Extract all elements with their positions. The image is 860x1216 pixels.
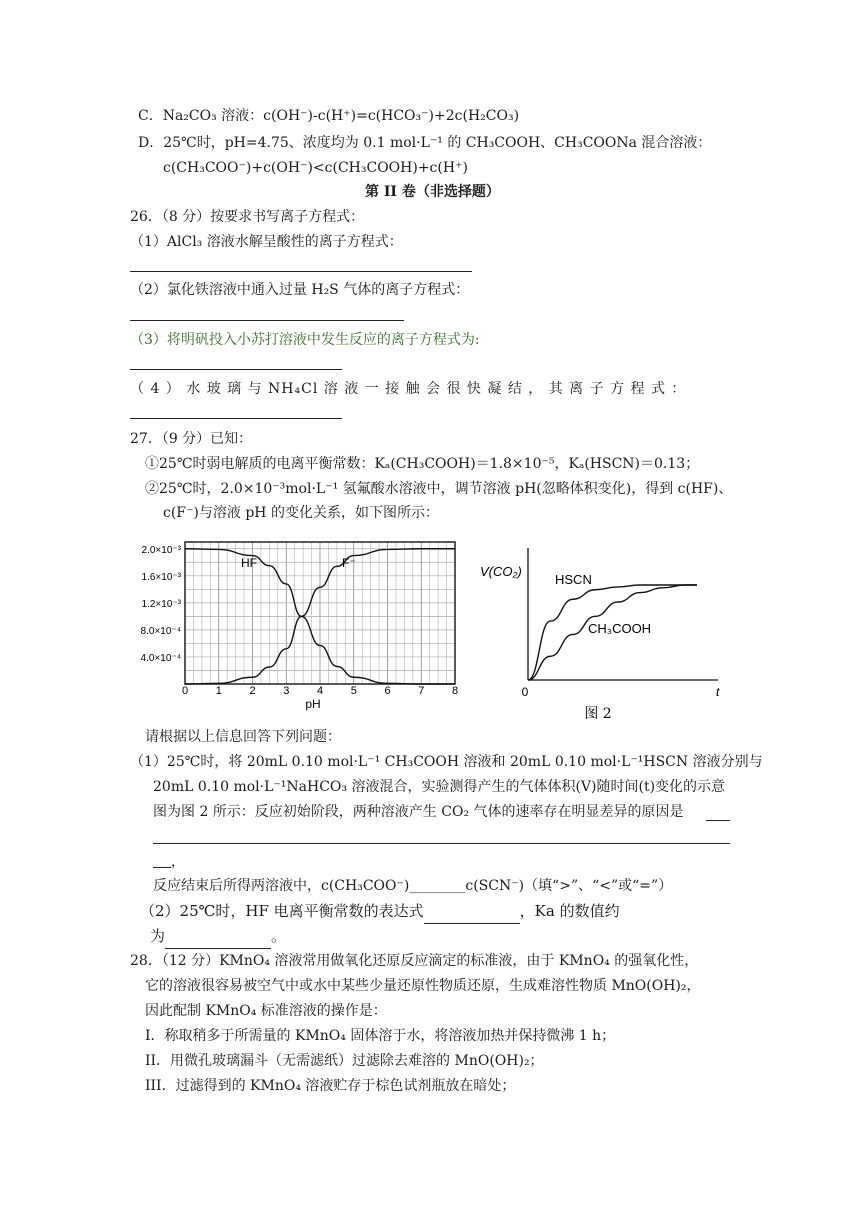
x-tick-label: 6 (384, 685, 391, 697)
ch3cooh-curve-label: CH₃COOH (588, 621, 652, 636)
q27-given-1: ①25℃时弱电解质的电离平衡常数：Kₐ(CH₃COOH)＝1.8×10⁻⁵，Kₐ(HSCN)＝0.13； (145, 456, 700, 472)
answer-blank[interactable] (706, 820, 730, 821)
q27-part1-line3: 图为图 2 所示：反应初始阶段，两种溶液产生 CO₂ 气体的速率存在明显差异的原因是 (153, 804, 684, 820)
q26-part4: （ 4 ） 水 玻 璃 与 NH₄Cl 溶 液 一 接 触 会 很 快 凝 结 ， 其 离 子 方 程 式 ： (130, 381, 687, 397)
answer-line[interactable] (130, 320, 404, 321)
y-axis-label: V(CO₂) (480, 564, 522, 579)
q27-part2-line2 (150, 926, 286, 949)
option-d-line1: D．25℃时，pH=4.75、浓度均为 0.1 mol·L⁻¹ 的 CH₃COOH、CH₃COONa 混合溶液： (138, 135, 712, 151)
x-tick-label: 3 (283, 685, 290, 697)
question-28-line1: 28．（12 分）KMnO₄ 溶液常用做氧化还原反应滴定的标准液，由于 KMnO₄ 的强氧化性， (130, 953, 699, 969)
step-iii: III．过滤得到的 KMnO₄ 溶液贮存于棕色试剂瓶放在暗处； (145, 1078, 516, 1094)
answer-line[interactable] (130, 369, 342, 370)
x-tick-label: 0 (181, 685, 189, 697)
please-answer: 请根据以上信息回答下列问题： (145, 729, 341, 745)
y-tick-label: 1.6×10⁻³ (141, 571, 181, 583)
answer-blank[interactable] (424, 903, 520, 924)
x-axis-label: t (716, 685, 720, 699)
x-tick-label: 5 (350, 685, 357, 697)
x-tick-label: 8 (451, 685, 459, 697)
answer-line[interactable] (130, 418, 342, 419)
step-ii: II．用微孔玻璃漏斗（无需滤纸）过滤除去难溶的 MnO(OH)₂； (145, 1053, 544, 1069)
x-tick-label: 2 (249, 685, 256, 697)
section-title: 第 II 卷（非选择题） (365, 184, 500, 200)
figure-1-hf-chart (130, 530, 460, 715)
q27-part1-comma: ， (171, 854, 185, 870)
hf-curve-label: HF (241, 556, 257, 570)
q26-part3: （3）将明矾投入小苏打溶液中发生反应的离子方程式为: (130, 332, 480, 348)
q27-given-2-line2: c(F⁻)与溶液 pH 的变化关系，如下图所示： (163, 505, 439, 521)
figure-2-caption: 图 2 (584, 706, 612, 722)
q26-part1: （1）AlCl₃ 溶液水解呈酸性的离子方程式： (130, 234, 403, 250)
question-27: 27．（9 分）已知： (130, 431, 253, 447)
q27-part2-line1 (140, 901, 620, 924)
x-tick-label: 1 (215, 685, 222, 697)
origin-label: 0 (521, 685, 529, 699)
y-tick-label: 2.0×10⁻³ (141, 544, 181, 556)
step-i: I．称取稍多于所需量的 KMnO₄ 固体溶于水，将溶液加热并保持微沸 1 h； (145, 1028, 616, 1044)
q27-part2-text: （2）25℃时，HF 电离平衡常数的表达式 (140, 902, 424, 920)
q26-part2: （2）氯化铁溶液中通入过量 H₂S 气体的离子方程式： (130, 282, 470, 298)
question-28-line3: 因此配制 KMnO₄ 标准溶液的操作是： (145, 1003, 387, 1019)
question-28-line2: 它的溶液很容易被空气中或水中某些少量还原性物质还原，生成难溶性物质 MnO(OH)₂， (145, 978, 701, 994)
option-d-line2: c(CH₃COO⁻)+c(OH⁻)<c(CH₃COOH)+c(H⁺) (163, 160, 468, 176)
answer-blank[interactable] (153, 867, 171, 868)
x-axis-label: pH (305, 697, 321, 711)
q27-part2-text2: ，Ka 的数值约 (519, 902, 620, 920)
q27-part1-line1: （1）25℃时，将 20mL 0.10 mol·L⁻¹ CH₃COOH 溶液和 20mL 0.10 mol·L⁻¹HSCN 溶液分别与 (130, 754, 763, 770)
q27-part2-text3: 为 (150, 927, 166, 945)
f-ion-curve-label: F⁻ (342, 556, 356, 570)
answer-line[interactable] (130, 271, 472, 272)
y-tick-label: 1.2×10⁻³ (141, 598, 181, 610)
q27-part2-text4: 。 (271, 927, 287, 945)
q27-given-2-line1: ②25℃时，2.0×10⁻³mol·L⁻¹ 氢氟酸水溶液中，调节溶液 pH(忽略体积变化)，得到 c(HF)、 (145, 481, 733, 497)
y-tick-label: 8.0×10⁻⁴ (140, 625, 181, 637)
hscn-curve-label: HSCN (555, 572, 592, 587)
x-tick-label: 7 (418, 685, 425, 697)
q27-part1-line2: 20mL 0.10 mol·L⁻¹NaHCO₃ 溶液混合，实验测得产生的气体体积(V)随时间(t)变化的示意 (153, 779, 726, 795)
q27-part1-compare: 反应结束后所得两溶液中，c(CH₃COO⁻)________c(SCN⁻)（填“>”、“<”或“=”） (153, 878, 673, 894)
option-c: C．Na₂CO₃ 溶液：c(OH⁻)-c(H⁺)=c(HCO₃⁻)+2c(H₂CO₃) (138, 108, 520, 124)
y-tick-label: 4.0×10⁻⁴ (140, 652, 181, 664)
x-tick-label: 4 (316, 685, 324, 697)
answer-line[interactable] (153, 843, 730, 844)
question-26: 26．（8 分）按要求书写离子方程式： (130, 209, 365, 225)
figure-2-co2-chart (470, 540, 730, 725)
answer-blank[interactable] (165, 928, 271, 949)
